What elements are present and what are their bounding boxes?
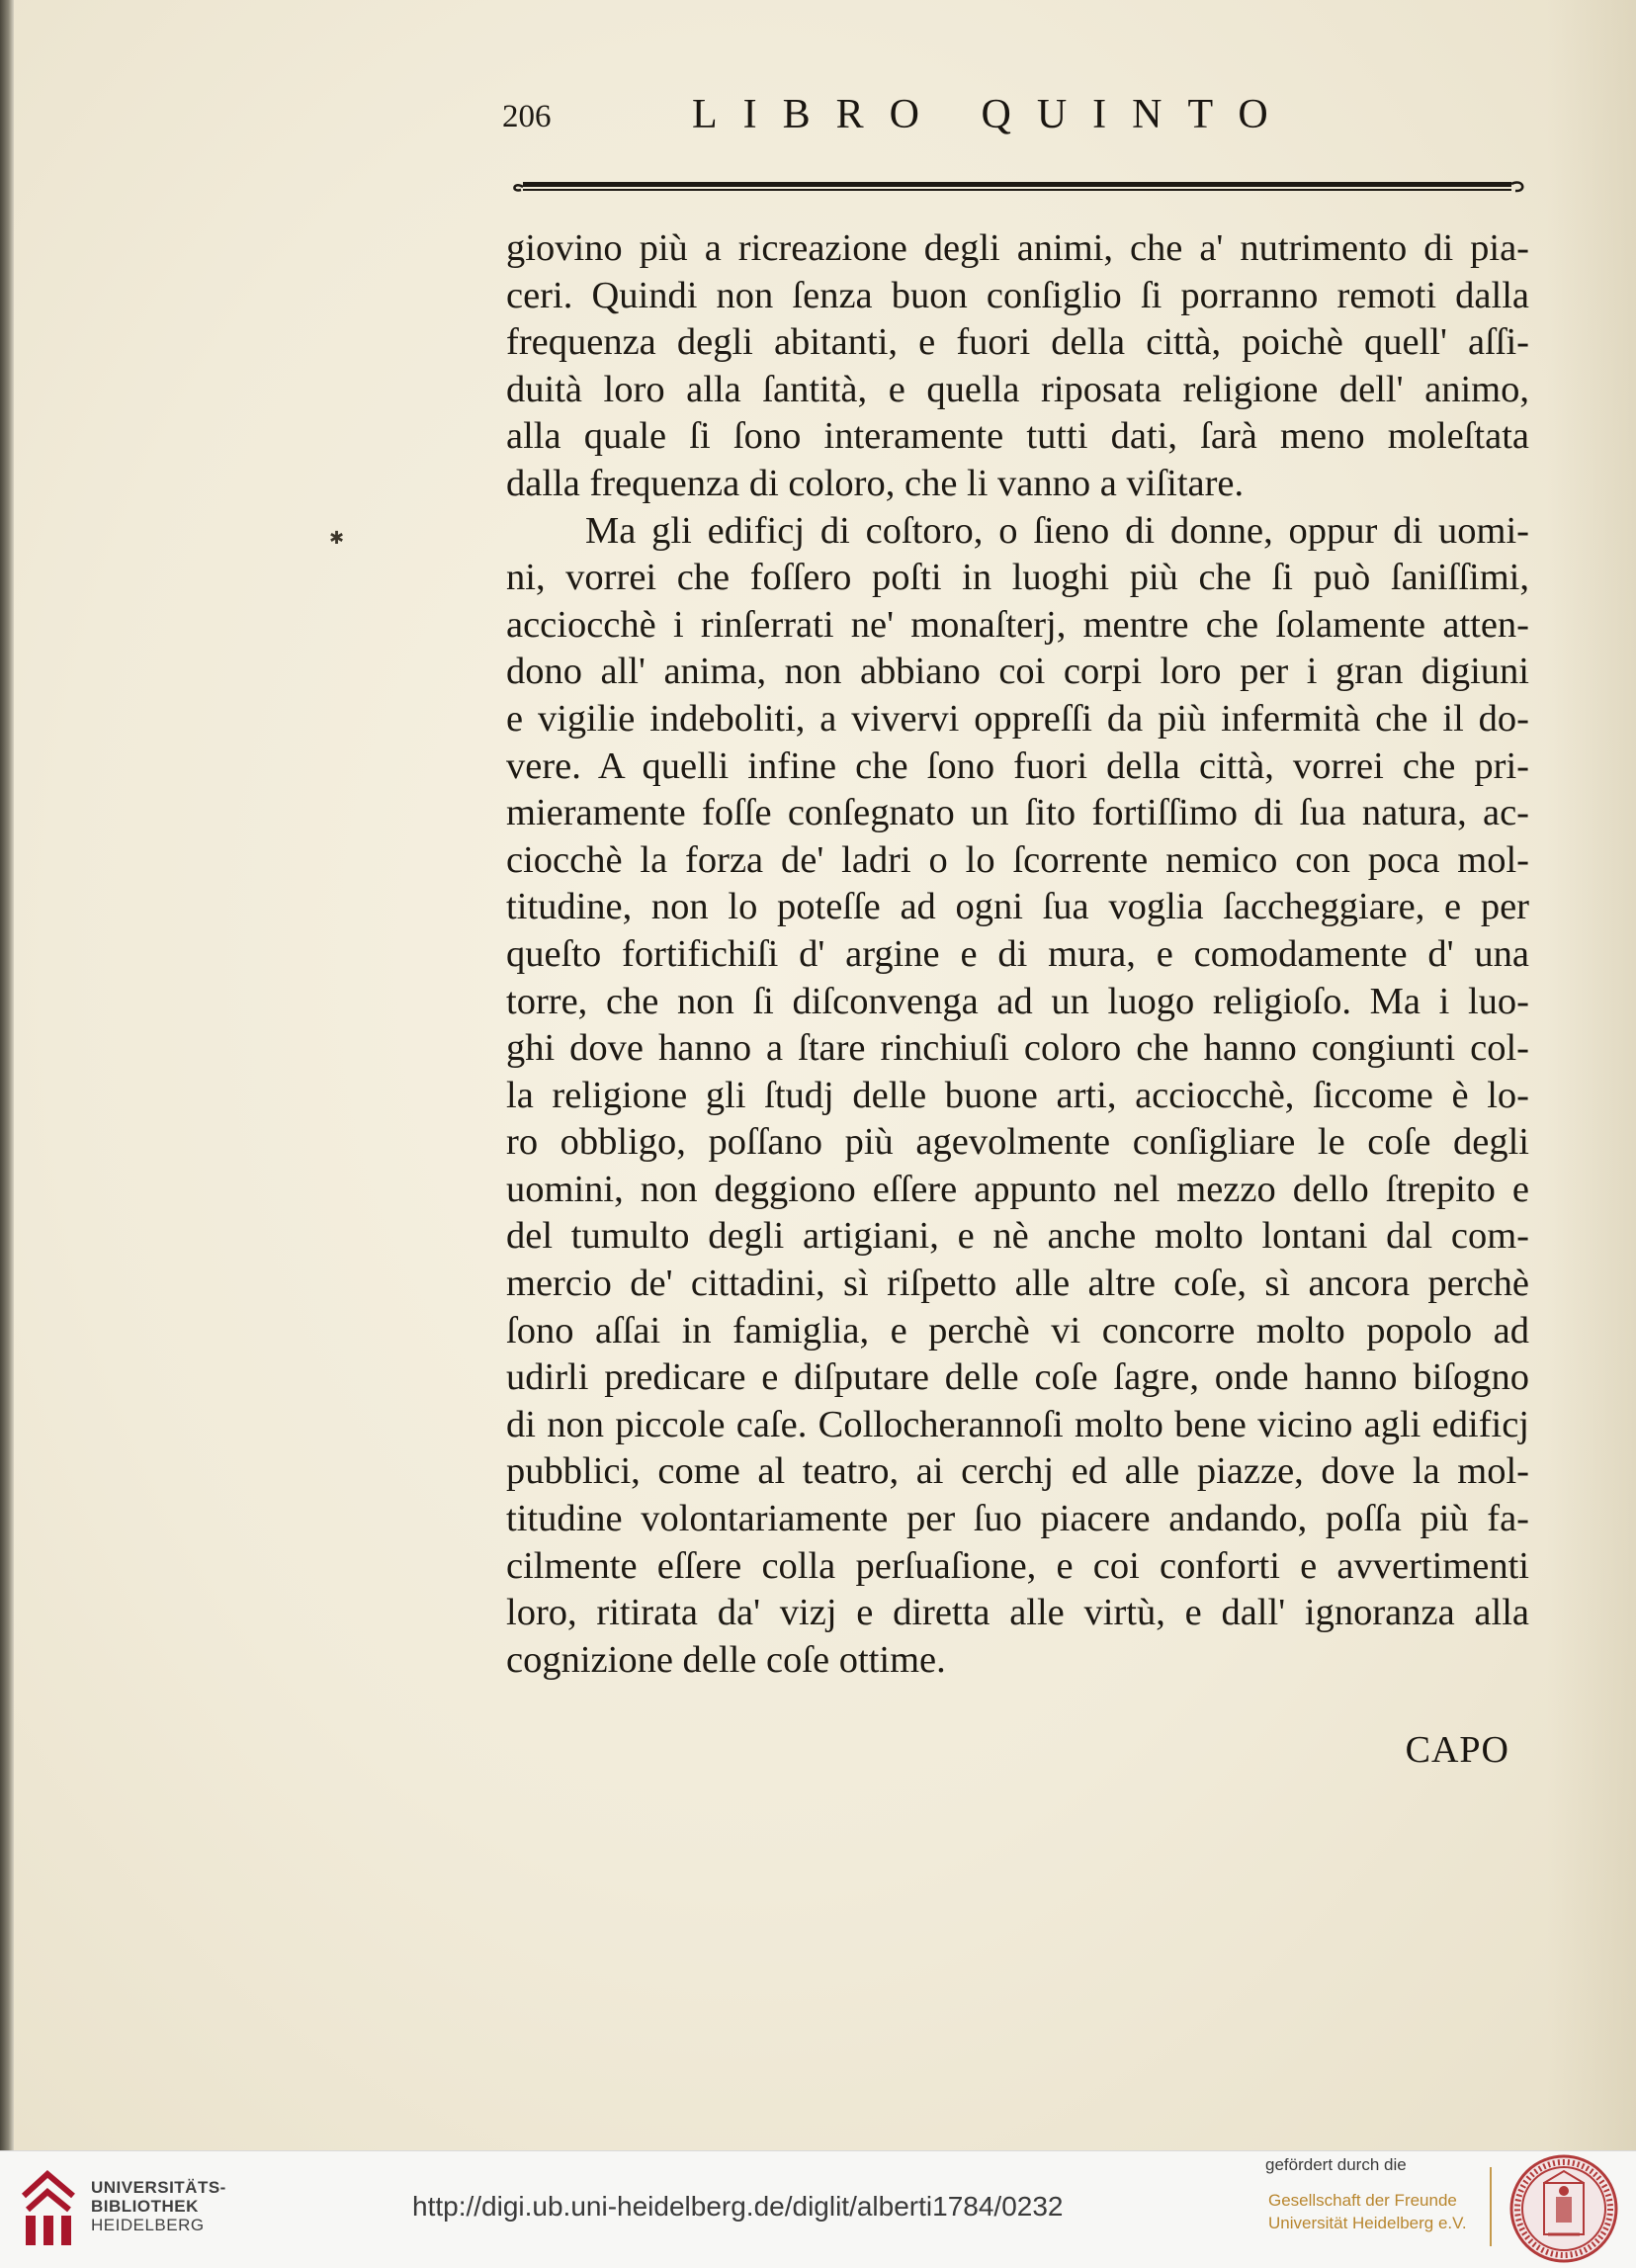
permalink-url[interactable]: http://digi.ub.uni-heidelberg.de/diglit/alberti1784/0232 <box>412 2191 1064 2222</box>
text-line: ghi dove hanno a ſtare rinchiuſi coloro che hanno congiunti col- <box>506 1027 1529 1070</box>
text-line: cilmente eſſere colla perſuaſione, e coi conforti e avvertimenti <box>506 1544 1529 1587</box>
university-seal-icon[interactable] <box>1508 2153 1619 2264</box>
text-line: alla quale ſi ſono interamente tutti dati, ſarà meno moleſtata <box>506 415 1529 458</box>
text-line: cognizione delle coſe ottime. <box>506 1638 946 1681</box>
text-line: mercio de' cittadini, sì riſpetto alle altre coſe, sì ancora perchè <box>506 1263 1529 1305</box>
university-library-logo-icon[interactable] <box>18 2166 79 2249</box>
text-line: mieramente foſſe conſegnato un ſito fortiſſimo di ſua natura, ac- <box>506 792 1529 834</box>
text-line: e vigilie indeboliti, a vivervi oppreſſi da più infermità che il do- <box>506 697 1529 740</box>
society-line: Universität Heidelberg e.V. <box>1268 2214 1467 2232</box>
text-line: del tumulto degli artigiani, e nè anche molto lontani dal com- <box>506 1215 1529 1258</box>
library-name-line: BIBLIOTHEK <box>91 2197 199 2216</box>
text-line: giovino più a ricreazione degli animi, che a' nutrimento di pia- <box>506 227 1529 269</box>
scan-left-edge <box>0 0 14 2150</box>
text-line: di non piccole caſe. Collocherannoſi molto bene vicino agli edificj <box>506 1403 1529 1445</box>
university-library-name[interactable] <box>91 2178 226 2234</box>
text-line: ni, vorrei che foſſero poſti in luoghi più che ſi può ſaniſſimi, <box>506 557 1529 599</box>
text-line: duità loro alla ſantità, e quella riposata religione dell' animo, <box>506 368 1529 410</box>
text-line: ciocchè la forza de' ladri o lo ſcorrente nemico con poca mol- <box>506 838 1529 881</box>
text-line: dono all' anima, non abbiano coi corpi loro per i gran digiuni <box>506 651 1529 693</box>
text-line: queſto fortifichiſi d' argine e di mura, e comodamente d' una <box>506 932 1529 975</box>
text-line: loro, ritirata da' vizj e diretta alle virtù, e dall' ignoranza alla <box>506 1592 1529 1634</box>
text-line: uomini, non deggiono eſſere appunto nel mezzo dello ſtrepito e <box>506 1168 1529 1210</box>
text-line: frequenza degli abitanti, e fuori della città, poichè quell' aſſi- <box>506 321 1529 364</box>
text-line: la religione gli ſtudj delle buone arti, acciocchè, ſiccome è lo- <box>506 1074 1529 1116</box>
text-line: ro obbligo, poſſano più agevolmente conſigliare le coſe degli <box>506 1121 1529 1164</box>
margin-mark: ✱ <box>329 528 345 549</box>
library-name-line: HEIDELBERG <box>91 2216 205 2234</box>
text-line: pubblici, come al teatro, ai cerchj ed alle piazze, dove la mol- <box>506 1450 1529 1493</box>
body-text <box>506 225 1529 1684</box>
ornamental-rule <box>509 176 1529 198</box>
text-line: ſono aſſai in famiglia, e perchè vi concorre molto popolo ad <box>506 1309 1529 1352</box>
text-line: udirli predicare e diſputare delle coſe ſagre, onde hanno biſogno <box>506 1356 1529 1399</box>
page-edge-shadow <box>1547 0 1636 2150</box>
text-line: Ma gli edificj di coſtoro, o ſieno di donne, oppur di uomi- <box>585 509 1529 552</box>
text-line: ceri. Quindi non ſenza buon conſiglio ſi porranno remoti dalla <box>506 274 1529 316</box>
footer-divider <box>1490 2167 1492 2246</box>
running-head: LIBRO QUINTO <box>692 92 1294 137</box>
text-line: torre, che non ſi diſconvenga ad un luogo religioſo. Ma i luo- <box>506 980 1529 1022</box>
funded-by-label: gefördert durch die <box>1265 2155 1407 2174</box>
page-number: 206 <box>502 99 552 134</box>
text-line: dalla frequenza di coloro, che li vanno a viſitare. <box>506 462 1245 504</box>
text-line: titudine, non lo poteſſe ad ogni ſua voglia ſaccheggiare, e per <box>506 886 1529 928</box>
society-line: Gesellschaft der Freunde <box>1268 2191 1457 2210</box>
text-line: acciocchè i rinſerrati ne' monaſterj, mentre che ſolamente atten- <box>506 603 1529 646</box>
catchword: CAPO <box>1405 1729 1509 1771</box>
library-name-line: UNIVERSITÄTS- <box>91 2178 226 2197</box>
text-line: titudine volontariamente per ſuo piacere andando, poſſa più fa- <box>506 1498 1529 1540</box>
text-line: vere. A quelli infine che ſono fuori della città, vorrei che pri- <box>506 744 1529 787</box>
society-name[interactable] <box>1268 2189 1467 2234</box>
